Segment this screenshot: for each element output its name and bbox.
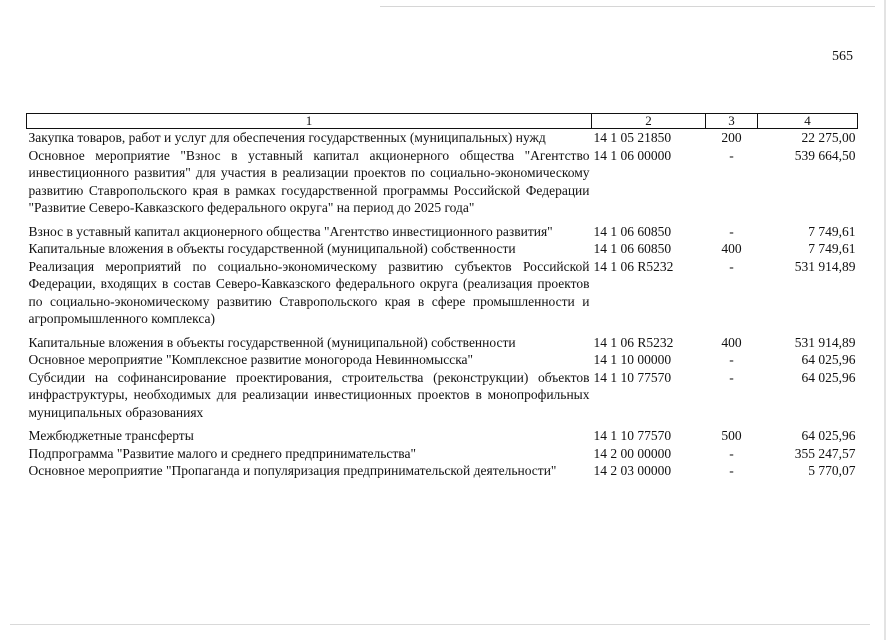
row-target-code: 14 1 06 60850 — [593, 241, 672, 256]
row-target-code: 14 1 10 00000 — [593, 352, 672, 367]
row-description: Капитальные вложения в объекты государственной (муниципальной) собственности — [28, 241, 516, 256]
row-description: Реализация мероприятий по социально-экономическому развитию субъектов Российской Федерации, входящих в состав Северо-Кавказского федерального округа (реализация проектов по социально-экономическому развитию Ставропольского края в сфере промышленности и агропромышленного комплекса) — [28, 258, 590, 326]
row-expense-type: 400 — [721, 334, 742, 350]
row-amount: 531 914,89 — [794, 258, 856, 274]
row-expense-type: - — [729, 369, 734, 385]
table-row — [27, 445, 858, 463]
page-number: 565 — [832, 49, 853, 64]
row-amount: 355 247,57 — [794, 445, 856, 461]
table-row — [27, 258, 858, 334]
row-description: Подпрограмма "Развитие малого и среднего предпринимательства" — [28, 445, 416, 461]
row-expense-type: 200 — [721, 130, 742, 145]
row-description: Капитальные вложения в объекты государственной (муниципальной) собственности — [28, 334, 516, 350]
header-col-2: 2 — [592, 114, 706, 129]
table-row — [27, 223, 858, 241]
row-amount: 5 770,07 — [808, 463, 856, 478]
table-row — [27, 334, 858, 352]
row-description: Основное мероприятие "Взнос в уставный капитал акционерного общества "Агентство инвестиционного развития" для участия в реализации проектов по социально-экономическому развитию Ставропольского края в рамках государственной программы Российской Федерации "Развитие Северо-Кавказского федерального округа" на период до 2025 года" — [28, 147, 590, 215]
row-amount: 7 749,61 — [808, 223, 856, 239]
scan-bottom-edge — [10, 624, 870, 625]
row-expense-type: 400 — [721, 241, 742, 256]
scan-top-edge — [380, 6, 875, 7]
row-description: Межбюджетные трансферты — [28, 428, 194, 443]
row-amount: 64 025,96 — [801, 428, 856, 443]
row-target-code: 14 1 06 00000 — [593, 147, 672, 163]
row-target-code: 14 2 03 00000 — [593, 463, 672, 478]
row-amount: 22 275,00 — [801, 130, 856, 145]
row-target-code: 14 2 00 00000 — [593, 445, 672, 461]
table-row — [27, 240, 858, 258]
row-description: Взнос в уставный капитал акционерного общества "Агентство инвестиционного развития" — [28, 223, 553, 239]
row-target-code: 14 1 10 77570 — [593, 369, 672, 385]
table-row — [27, 351, 858, 369]
row-description: Субсидии на софинансирование проектирования, строительства (реконструкции) объектов инфраструктуры, необходимых для реализации инвестиционных проектов в монопрофильных муниципальных образованиях — [28, 369, 590, 420]
table-header-row — [27, 114, 858, 129]
row-amount: 64 025,96 — [801, 352, 856, 367]
table-row — [27, 427, 858, 445]
table-row — [27, 462, 858, 480]
row-expense-type: - — [729, 463, 734, 478]
row-amount: 64 025,96 — [801, 369, 856, 385]
budget-table — [26, 113, 858, 480]
row-expense-type: - — [729, 258, 734, 274]
header-col-3: 3 — [706, 114, 758, 129]
header-col-1: 1 — [27, 114, 592, 129]
row-expense-type: - — [729, 445, 734, 461]
scan-right-edge — [884, 0, 886, 640]
row-amount: 531 914,89 — [794, 334, 856, 350]
table-row — [27, 369, 858, 428]
row-expense-type: 500 — [721, 428, 742, 443]
table-row — [27, 147, 858, 223]
table-row — [27, 129, 858, 147]
row-amount: 539 664,50 — [794, 147, 856, 163]
row-target-code: 14 1 06 R5232 — [593, 258, 674, 274]
row-target-code: 14 1 10 77570 — [593, 428, 672, 443]
header-col-4: 4 — [758, 114, 858, 129]
row-description: Основное мероприятие "Комплексное развитие моногорода Невинномысска" — [28, 352, 474, 367]
row-description: Закупка товаров, работ и услуг для обеспечения государственных (муниципальных) нужд — [28, 130, 546, 145]
row-target-code: 14 1 05 21850 — [593, 130, 672, 145]
row-expense-type: - — [729, 223, 734, 239]
row-expense-type: - — [729, 352, 734, 367]
row-description: Основное мероприятие "Пропаганда и популяризация предпринимательской деятельности" — [28, 463, 557, 478]
row-expense-type: - — [729, 147, 734, 163]
row-target-code: 14 1 06 R5232 — [593, 334, 674, 350]
row-amount: 7 749,61 — [808, 241, 856, 256]
row-target-code: 14 1 06 60850 — [593, 223, 672, 239]
